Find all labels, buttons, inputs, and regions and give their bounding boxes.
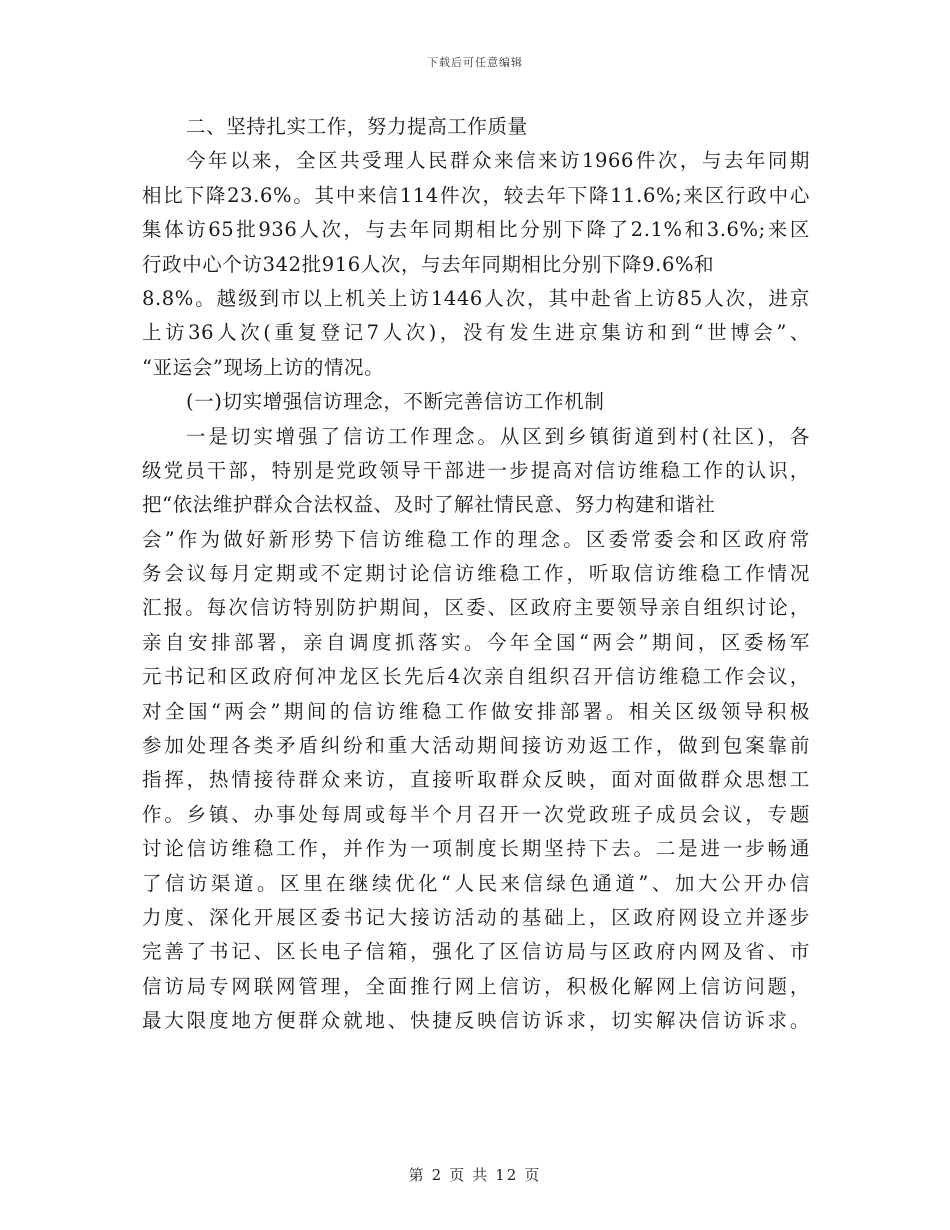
paragraph-line: 指挥，热情接待群众来访，直接听取群众反映，面对面做群众思想工 [142, 768, 810, 792]
footer-total-word: 共 [472, 1166, 490, 1184]
section-heading: 二、坚持扎实工作，努力提高工作质量 [186, 115, 528, 138]
paragraph-line: 对全国“两会”期间的信访维稳工作做安排部署。相关区级领导积极 [142, 699, 810, 723]
paragraph-line: 力度、深化开展区委书记大接访活动的基础上，区政府网设立并逐步 [142, 905, 810, 929]
paragraph-line: 了信访渠道。区里在继续优化“人民来信绿色通道”、加大公开办信 [142, 871, 810, 895]
footer-page-word: 页 [449, 1166, 467, 1184]
page-header: 下载后可任意编辑 [427, 56, 523, 69]
document-body [142, 110, 810, 1039]
paragraph-line: 一是切实增强了信访工作理念。从区到乡镇街道到村(社区)，各 [186, 424, 810, 448]
paragraph-line: 8.8%。越级到市以上机关上访1446人次，其中赴省上访85人次，进京 [142, 286, 810, 310]
paragraph-line: 集体访65批936人次，与去年同期相比分别下降了2.1%和3.6%;来区 [142, 218, 810, 242]
paragraph-line: 把“依法维护群众合法权益、及时了解社情民意、努力构建和谐社 [142, 493, 716, 517]
paragraph-line: 务会议每月定期或不定期讨论信访维稳工作，听取信访维稳工作情况 [142, 562, 810, 586]
footer-prefix: 第 [408, 1166, 426, 1184]
paragraph-line: 最大限度地方便群众就地、快捷反映信访诉求，切实解决信访诉求。 [142, 1009, 810, 1033]
paragraph-line: 亲自安排部署，亲自调度抓落实。今年全国“两会”期间，区委杨军 [142, 630, 810, 654]
total-pages-number: 12 [495, 1166, 519, 1184]
paragraph-line: 信访局专网联网管理，全面推行网上信访，积极化解网上信访问题， [142, 974, 810, 998]
paragraph-line: “亚运会”现场上访的情况。 [142, 355, 385, 379]
paragraph-line: 行政中心个访342批916人次，与去年同期相比分别下降9.6%和 [142, 252, 715, 276]
subsection-heading: (一)切实增强信访理念，不断完善信访工作机制 [186, 390, 605, 414]
paragraph-line: 完善了书记、区长电子信箱，强化了区信访局与区政府内网及省、市 [142, 940, 810, 964]
paragraph-line: 相比下降23.6%。其中来信114件次，较去年下降11.6%;来区行政中心 [142, 183, 810, 207]
footer-suffix: 页 [524, 1166, 542, 1184]
paragraph-line: 上访36人次(重复登记7人次)，没有发生进京集访和到“世博会”、 [142, 321, 810, 345]
paragraph-line: 元书记和区政府何冲龙区长先后4次亲自组织召开信访维稳工作会议， [142, 665, 810, 689]
paragraph-line: 级党员干部，特别是党政领导干部进一步提高对信访维稳工作的认识， [142, 458, 810, 482]
paragraph-line: 今年以来，全区共受理人民群众来信来访1966件次，与去年同期 [186, 149, 810, 173]
paragraph-line: 作。乡镇、办事处每周或每半个月召开一次党政班子成员会议，专题 [142, 802, 810, 826]
paragraph-line: 讨论信访维稳工作，并作为一项制度长期坚持下去。二是进一步畅通 [142, 837, 810, 861]
paragraph-line: 汇报。每次信访特别防护期间，区委、区政府主要领导亲自组织讨论， [142, 596, 810, 620]
paragraph-line: 会”作为做好新形势下信访维稳工作的理念。区委常委会和区政府常 [142, 527, 810, 551]
paragraph-line: 参加处理各类矛盾纠纷和重大活动期间接访劝返工作，做到包案靠前 [142, 734, 810, 758]
current-page-number: 2 [431, 1166, 444, 1184]
page-number-footer [0, 1164, 950, 1185]
